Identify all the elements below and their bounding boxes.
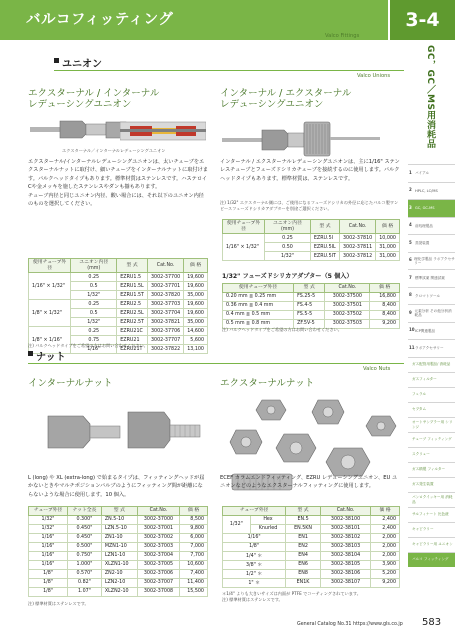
table-cell: 0.25 xyxy=(71,300,117,309)
toc-item[interactable] xyxy=(408,269,455,287)
external-nut-description: ECEF カラムエンドフィッティング、EZRU レデューシングユニオン、EU ユニオンなどのようなエクスターナルフィッティングに使用します。 xyxy=(220,475,398,490)
table-row xyxy=(29,515,208,524)
table-cell: 1.07" xyxy=(68,587,102,596)
table-cell: Knurled xyxy=(250,524,285,533)
internal-nut-note: 注) 標準材質はステンレスです。 xyxy=(28,601,89,606)
table-cell-tube: 1/8" × 1/32" xyxy=(29,300,71,327)
table-cell: 9,200 xyxy=(371,578,400,587)
product-title-external-nut: エクスターナルナット xyxy=(220,378,315,389)
table-cell: 0.750" xyxy=(68,551,102,560)
table-cell: 1/8" xyxy=(29,578,68,587)
section-rule xyxy=(54,70,404,71)
table-cell: EZRU2.5T xyxy=(117,318,148,327)
table-cell: LZN2-10 xyxy=(101,578,137,587)
table-cell: 5,600 xyxy=(184,336,208,345)
table-cell: 35,000 xyxy=(184,291,208,300)
internal-nut-table xyxy=(28,506,208,597)
toc-item[interactable] xyxy=(408,234,455,252)
table-cell: 3002-37701 xyxy=(147,282,183,291)
side-category-label: GC，GC／MS用消耗品 xyxy=(425,45,435,149)
table-cell: EZRU1.5L xyxy=(117,282,148,291)
toc-item-number: 2 xyxy=(409,187,412,193)
table-header-row xyxy=(29,259,208,273)
table-header-row xyxy=(223,507,400,516)
toc-subitem[interactable]: スクリュー xyxy=(408,447,455,462)
column-header: Cat.No. xyxy=(137,507,179,516)
table-cell: 9,200 xyxy=(370,319,400,328)
union-table-right xyxy=(222,219,400,261)
toc-subitem[interactable]: ガスフィルター xyxy=(408,372,455,387)
table-cell: 19,600 xyxy=(184,309,208,318)
toc-item-label: ICP関連製品 xyxy=(415,328,436,333)
table-cell: 0.5 mm ≦ 0.8 mm xyxy=(223,319,294,328)
table-row xyxy=(29,578,208,587)
column-header: 型 式 xyxy=(117,259,148,273)
table-cell: 3002-38100 xyxy=(320,515,370,524)
column-header: 型 式 xyxy=(310,220,339,234)
table-cell: EZRU21C xyxy=(117,327,148,336)
table-row xyxy=(29,533,208,542)
table-cell: 14,600 xyxy=(184,327,208,336)
table-cell: 2,000 xyxy=(371,542,400,551)
product-title-ext-int-union: エクスターナル / インターナル レデューシングユニオン xyxy=(28,88,160,111)
table-cell: 19,600 xyxy=(184,300,208,309)
table-cell: 3002-37500 xyxy=(325,292,370,301)
table-cell: 9,800 xyxy=(180,524,208,533)
table-cell-tube: 1/32" xyxy=(223,515,251,533)
table-cell: 0.450" xyxy=(68,524,102,533)
table-cell: 1/32" xyxy=(71,318,117,327)
table-row xyxy=(223,578,400,587)
table-cell: 3/8" ＊ xyxy=(223,560,286,569)
toc-item-number: 3 xyxy=(409,204,412,210)
table-cell: 3002-37700 xyxy=(147,273,183,282)
table-cell: EZRU1.5T xyxy=(117,291,148,300)
toc-item-label: 標準試薬 関連試薬 xyxy=(415,276,445,281)
side-toc xyxy=(408,164,455,567)
table-row xyxy=(29,560,208,569)
table-cell: 3,900 xyxy=(371,560,400,569)
table-cell-tube: 1/8" × 1/16" xyxy=(29,327,71,354)
external-nut-note: ＊1/4" よりも大きいサイズは内面が PTFE でコーティングされています。 注) 標準材質はステンレスです。 xyxy=(222,591,361,602)
table-cell: FS.4-5 xyxy=(294,301,325,310)
toc-subitem[interactable]: フェラル xyxy=(408,387,455,402)
table-cell: 16,800 xyxy=(370,292,400,301)
table-header-row xyxy=(29,507,208,516)
table-cell: 3002-38102 xyxy=(320,533,370,542)
section-heading-unions: ユニオン xyxy=(62,55,102,70)
table-cell: 1/8" xyxy=(29,587,68,596)
page-title: バルコフィッティング xyxy=(26,12,174,28)
page-number: 583 xyxy=(422,617,442,628)
union-photo-right xyxy=(222,108,382,162)
table-row xyxy=(29,542,208,551)
column-header: Cat.No. xyxy=(339,220,375,234)
table-cell: EN1K xyxy=(286,578,321,587)
column-header: 価 格 xyxy=(180,507,208,516)
toc-item[interactable] xyxy=(408,164,455,182)
internal-nut-description: L (long) や XL (extra-long) で始まるタイプは、フィッティングヘッドが届かないときやマルチポジションバルブのようにフィッティング間が距離にならないような場合に使用します。10 個入。 xyxy=(28,475,205,498)
table-cell: 0.25 xyxy=(71,273,117,282)
table-cell: Hex xyxy=(250,515,285,524)
column-header: 使用チューブ外径 xyxy=(223,220,265,234)
union-cutaway-left xyxy=(120,118,206,144)
table-cell: 3002-37503 xyxy=(325,319,370,328)
table-cell-tube: 1/16" × 1/32" xyxy=(223,234,265,261)
table-cell: 5,200 xyxy=(371,569,400,578)
page-subtitle: Valco Fittings xyxy=(325,33,360,39)
table-cell: 3002-37820 xyxy=(147,291,183,300)
table-cell: ZN1-10 xyxy=(101,533,137,542)
column-header: 価 格 xyxy=(370,284,400,293)
table-cell: 3002-37502 xyxy=(325,310,370,319)
column-header: 価 格 xyxy=(184,259,208,273)
table-cell: 3002-38101 xyxy=(320,524,370,533)
table-cell: 3002-37008 xyxy=(137,587,179,596)
table-row xyxy=(223,551,400,560)
table-cell: 1.000" xyxy=(68,560,102,569)
table-cell: 0.5 xyxy=(71,309,117,318)
table-cell: 10,600 xyxy=(180,560,208,569)
table-header-row xyxy=(223,284,400,293)
toc-subitem[interactable]: キャピラリー用 ユニオン xyxy=(408,537,455,552)
table-cell: 10,000 xyxy=(376,234,400,243)
toc-item[interactable] xyxy=(408,304,455,322)
table-row xyxy=(223,533,400,542)
internal-nut-photo xyxy=(28,396,208,452)
table-cell: ZF.5V-5 xyxy=(294,319,325,328)
chapter-box xyxy=(390,0,455,40)
table-cell: 15,500 xyxy=(180,587,208,596)
table-cell: 1" ＊ xyxy=(223,578,286,587)
table-cell: FS.5-5 xyxy=(294,310,325,319)
table-cell: 13,100 xyxy=(184,345,208,354)
toc-item-label: 蒸発装置 xyxy=(415,241,430,246)
toc-item[interactable] xyxy=(408,217,455,235)
table-row xyxy=(29,551,208,560)
table-cell: EN1 xyxy=(286,533,321,542)
table-cell: 3002-38107 xyxy=(320,578,370,587)
column-header: 価 格 xyxy=(371,507,400,516)
table-cell: 3002-37703 xyxy=(147,300,183,309)
table-cell: 3002-37006 xyxy=(137,569,179,578)
table-cell: EZRU2.5L xyxy=(117,309,148,318)
table-cell: EN6 xyxy=(286,560,321,569)
toc-item-number: 11 xyxy=(409,344,415,350)
column-header: 使用チューブ外径 xyxy=(223,284,294,293)
table-cell: 3002-37821 xyxy=(147,318,183,327)
table-cell: EN.5KN xyxy=(286,524,321,533)
toc-subitem[interactable]: セプタム xyxy=(408,402,455,417)
table-cell: 1/16" xyxy=(29,533,68,542)
table-cell: EZRU1.5 xyxy=(117,273,148,282)
table-cell: 3002-38106 xyxy=(320,569,370,578)
table-cell: EN.5 xyxy=(286,515,321,524)
table-cell: 1/32" xyxy=(71,291,117,300)
table-cell: 3002-37000 xyxy=(137,515,179,524)
toc-subitem[interactable]: キャピラリー xyxy=(408,522,455,537)
section-rule-nuts xyxy=(28,363,404,364)
toc-subitem[interactable]: ガス配管用製品/ 消耗品 xyxy=(408,357,455,372)
product-title-internal-nut: インターナルナット xyxy=(28,378,113,389)
toc-item[interactable] xyxy=(408,252,455,270)
column-header: Cat.No. xyxy=(147,259,183,273)
table-cell: 0.36 mm ≦ 0.4 mm xyxy=(223,301,294,310)
table-cell: 7,700 xyxy=(180,551,208,560)
toc-subitem[interactable]: ガス精製 フィルター xyxy=(408,462,455,477)
table-cell: 1/16" xyxy=(29,560,68,569)
table-row xyxy=(223,301,400,310)
toc-item[interactable] xyxy=(408,199,455,217)
toc-item-number: 6 xyxy=(409,257,412,263)
column-header: 型 式 xyxy=(101,507,137,516)
toc-item-label: ラボアクセサリー xyxy=(415,346,444,351)
table-row xyxy=(29,569,208,578)
table-cell: EZRU.5IT xyxy=(310,252,339,261)
section-english-unions: Valco Unions xyxy=(357,73,391,79)
toc-subitem[interactable]: バルコ フィッティング xyxy=(408,552,455,567)
table-cell: 2,000 xyxy=(371,551,400,560)
table-row xyxy=(223,560,400,569)
table-cell: EZRU.5IL xyxy=(310,243,339,252)
table-cell: 3002-37007 xyxy=(137,578,179,587)
table-cell: MZN1-10 xyxy=(101,542,137,551)
table-cell: 1/8" xyxy=(29,569,68,578)
product-title-int-ext-union: インターナル / エクスターナル レデューシングユニオン xyxy=(220,88,352,111)
toc-item-number: 9 xyxy=(409,309,412,315)
table-cell: 3002-37001 xyxy=(137,524,179,533)
table-cell: 7,400 xyxy=(180,569,208,578)
toc-subitem[interactable]: チューブ フィッティング xyxy=(408,432,455,447)
table-cell: EN8 xyxy=(286,569,321,578)
section-english-nuts: Valco Nuts xyxy=(363,366,391,372)
table-cell: 0.570" xyxy=(68,569,102,578)
column-header: Cat.No. xyxy=(320,507,370,516)
table-cell: 8,500 xyxy=(180,515,208,524)
table-row xyxy=(223,569,400,578)
table-cell: 3002-37706 xyxy=(147,327,183,336)
table-cell: 3002-37811 xyxy=(339,243,375,252)
table-cell: 6,000 xyxy=(180,533,208,542)
table-cell: 3002-37002 xyxy=(137,533,179,542)
table-cell: 0.500" xyxy=(68,542,102,551)
toc-item[interactable] xyxy=(408,322,455,340)
table-cell: LZN.5-10 xyxy=(101,524,137,533)
table-cell: 1/2" ＊ xyxy=(223,569,286,578)
table-cell: XLZN1-10 xyxy=(101,560,137,569)
table-cell: 1/32" xyxy=(265,252,311,261)
column-header: チューブ外径 xyxy=(223,507,286,516)
table-cell: 3002-38104 xyxy=(320,551,370,560)
fused-silica-note: 注) バルクヘッドタイプをご希望の方はお問い合わせください。 xyxy=(222,327,342,332)
table-cell: 3002-37810 xyxy=(339,234,375,243)
table-cell: 2,400 xyxy=(371,515,400,524)
table-cell: 3002-38105 xyxy=(320,560,370,569)
fused-silica-table xyxy=(222,283,400,329)
toc-item[interactable] xyxy=(408,287,455,305)
table-cell: 35,000 xyxy=(184,318,208,327)
column-header: ユニオン内径(mm) xyxy=(71,259,117,273)
table-cell-tube: 1/16" × 1/32" xyxy=(29,273,71,300)
column-header: 型 式 xyxy=(294,284,325,293)
union-description-right: インターナル / エクスターナルレデューシングユニオンは、主に1/16" ステンレスチューブとフューズドシリカチューブを接続するのに使用します。バルクヘッドタイプもあります。標準材質は、ステンレスです。 xyxy=(220,159,400,182)
column-header: チューブ外径 xyxy=(29,507,68,516)
table-cell: ZN.5-10 xyxy=(101,515,137,524)
table-cell: 0.300" xyxy=(68,515,102,524)
table-cell: 0.5 xyxy=(71,282,117,291)
table-row xyxy=(29,587,208,596)
table-cell: 19,600 xyxy=(184,282,208,291)
column-header: 価 格 xyxy=(376,220,400,234)
table-cell: 3002-37704 xyxy=(147,309,183,318)
table-row xyxy=(29,327,208,336)
table-cell: 0.75 xyxy=(71,336,117,345)
table-row xyxy=(223,542,400,551)
union-description-left: エクスターナル/インターナルレデューシングユニオンは、太いチューブをエクスターナルナットに取付け、細いチューブをインターナルナットに取付けます。バルクヘッドタイプもあります。標準材質はステンレスです。ハステロイCや金メッキを施したステンレスやダンも揃もあります。 チューブ内径と同じユニオン内径、酸い場合には、それ以下のユニオン内径のものを選択してください。 xyxy=(28,159,208,208)
table-cell: 3002-37003 xyxy=(137,542,179,551)
union-table-left xyxy=(28,258,208,354)
table-cell: 3002-38103 xyxy=(320,542,370,551)
table-cell: 1/4" ＊ xyxy=(223,551,286,560)
chapter-number: 3-4 xyxy=(405,9,440,31)
toc-item-number: 10 xyxy=(409,327,415,333)
table-cell: 8,400 xyxy=(370,310,400,319)
section-heading-nuts: ナット xyxy=(36,348,66,363)
table-cell: EZRU21 xyxy=(117,336,148,345)
toc-item-number: 8 xyxy=(409,292,412,298)
table-cell: 19,600 xyxy=(184,273,208,282)
table-cell: XLZN2-10 xyxy=(101,587,137,596)
table-cell: 2,000 xyxy=(371,533,400,542)
table-cell: 3002-37822 xyxy=(147,345,183,354)
table-row xyxy=(29,524,208,533)
table-cell: FS.25-5 xyxy=(294,292,325,301)
toc-item-label: 理化学製品 ラボアクセサリー xyxy=(414,256,455,265)
table-cell: LZN1-10 xyxy=(101,551,137,560)
toc-item[interactable] xyxy=(408,339,455,357)
toc-subitem[interactable]: サルフィナート 比色液 xyxy=(408,507,455,522)
table-cell: 1/16" xyxy=(71,345,117,354)
table-cell: 1/16" xyxy=(223,533,286,542)
table-cell: 3002-37005 xyxy=(137,560,179,569)
table-cell: 1/32" xyxy=(29,524,68,533)
table-cell: 7,000 xyxy=(180,542,208,551)
table-cell: 0.25 xyxy=(71,327,117,336)
table-cell: EN2 xyxy=(286,542,321,551)
table-cell: 2,400 xyxy=(371,524,400,533)
table-cell: 11,400 xyxy=(180,578,208,587)
toc-item-number: 1 xyxy=(409,169,412,175)
table-row xyxy=(29,300,208,309)
toc-item-number: 4 xyxy=(409,222,412,228)
toc-item-number: 5 xyxy=(409,239,412,245)
table-cell: 3002-37707 xyxy=(147,336,183,345)
table-cell: 0.25 xyxy=(265,234,311,243)
toc-item-label: バイアル xyxy=(415,171,430,176)
footer-catalog: General Catalog No.31 https://www.gls.co.jp xyxy=(297,622,403,627)
table-cell: EZRU2.5 xyxy=(117,300,148,309)
table-cell: EZRU.5I xyxy=(310,234,339,243)
table-cell: ZN2-10 xyxy=(101,569,137,578)
toc-item-label: クロマトツール xyxy=(415,293,441,298)
column-header: ナット全長 xyxy=(68,507,102,516)
toc-item-label: 元素分析 その他分析消耗品 xyxy=(414,309,452,318)
table-cell: 1/8" xyxy=(223,542,286,551)
union-note-right: 注) 1/32" エクスターナル側には、ご使用になるフューズドシリカの外径に応じたバルコ製ワンピースフューズドシリカアダプターを別途ご選択ください。 xyxy=(220,200,399,211)
column-header: 型 式 xyxy=(286,507,321,516)
column-header: 使用チューブ外径 xyxy=(29,259,71,273)
table-cell: 1/16" xyxy=(29,542,68,551)
table-header-row xyxy=(223,220,400,234)
toc-subitem[interactable]: パンロクイッキー用 消耗品 xyxy=(408,492,455,507)
table-cell: 3002-37501 xyxy=(325,301,370,310)
external-nut-table xyxy=(222,506,400,588)
table-cell: 0.82" xyxy=(68,578,102,587)
table-row xyxy=(223,310,400,319)
table-cell: 8,400 xyxy=(370,301,400,310)
toc-item-label: GC, GC-MS xyxy=(415,206,435,211)
table-cell: 3002-37004 xyxy=(137,551,179,560)
column-header: Cat.No. xyxy=(325,284,370,293)
table-row xyxy=(223,234,400,243)
table-row xyxy=(29,273,208,282)
table-cell: 1/16" xyxy=(29,551,68,560)
table-cell: 0.450" xyxy=(68,533,102,542)
table-cell: 0.4 mm ≦ 0.5 mm xyxy=(223,310,294,319)
union-caption: エクスターナル／インターナルレデューシングユニオン xyxy=(62,148,166,153)
column-header: ユニオン内径(mm) xyxy=(265,220,311,234)
table-cell: EN4 xyxy=(286,551,321,560)
table-cell: 0.20 mm ≦ 0.25 mm xyxy=(223,292,294,301)
union-note-left: 注) バルクヘッドタイプをご希望の方はお問い合わせください。 xyxy=(28,343,148,348)
toc-item-label: HPLC, LC/MS xyxy=(415,188,438,193)
table-cell: 31,000 xyxy=(376,252,400,261)
toc-subitem[interactable]: オートサンプラー用 シリンジ xyxy=(408,417,455,432)
table-cell: 3002-37812 xyxy=(339,252,375,261)
table-row xyxy=(223,515,400,524)
toc-item-number: 7 xyxy=(409,274,412,280)
table-row xyxy=(223,292,400,301)
table-cell: 1/32" xyxy=(29,515,68,524)
toc-subitem[interactable]: ガス発生装置 xyxy=(408,477,455,492)
toc-item-label: 前処理製品 xyxy=(415,223,433,228)
toc-item[interactable] xyxy=(408,182,455,200)
table-cell: 0.50 xyxy=(265,243,311,252)
fused-silica-heading: 1/32" フューズドシリカアダプター（5 個入） xyxy=(222,273,353,280)
table-cell: 31,000 xyxy=(376,243,400,252)
table-cell: EZRU21T xyxy=(117,345,148,354)
